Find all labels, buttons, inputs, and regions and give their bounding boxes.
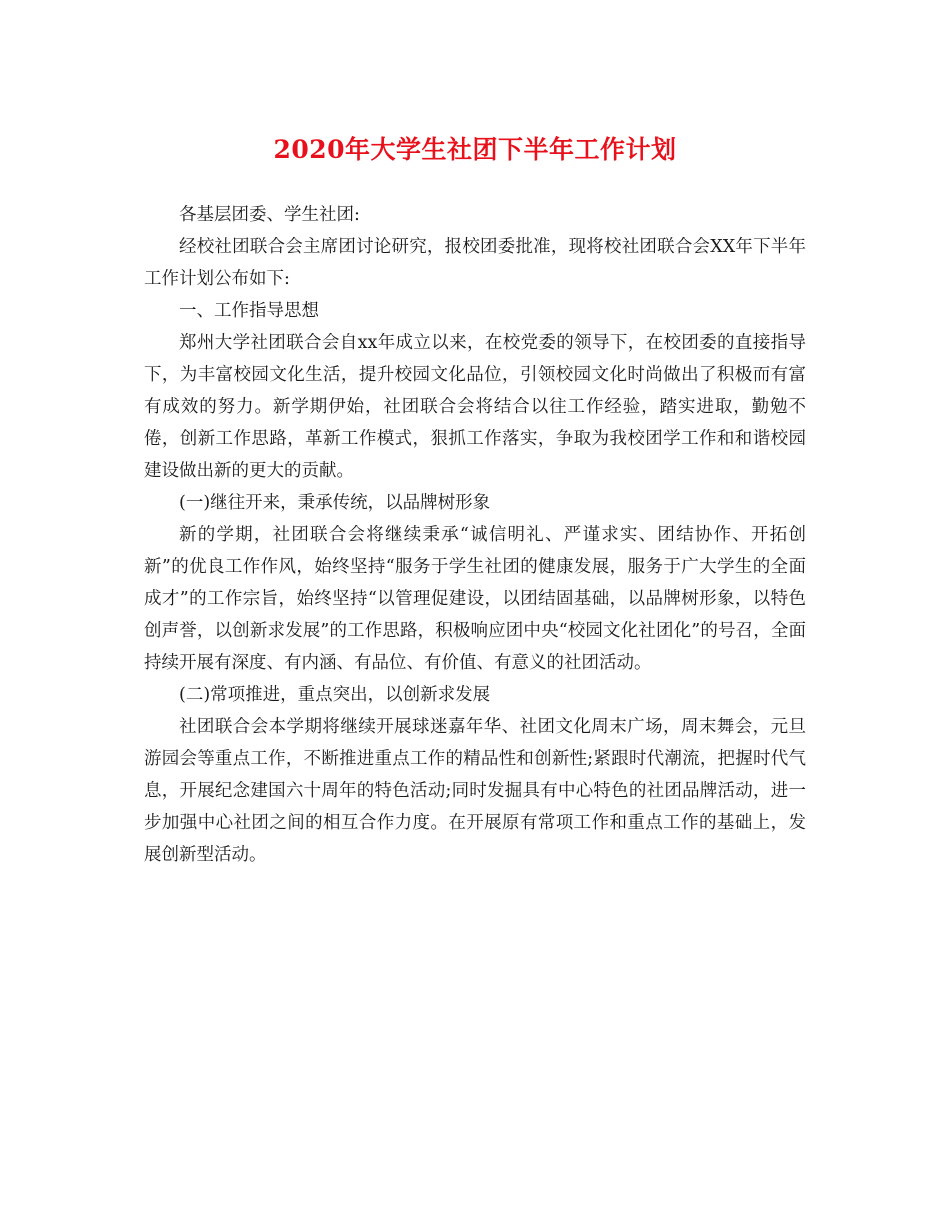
document-title: 2020年大学生社团下半年工作计划 [273, 135, 677, 164]
body-paragraph: 郑州大学社团联合会自xx年成立以来，在校党委的领导下，在校团委的直接指导下，为丰富校园文化生活，提升校园文化品位，引领校园文化时尚做出了积极而有富有成效的努力。新学期伊始，社团联合会将结合以往工作经验，踏实进取，勤勉不倦，创新工作思路，革新工作模式，狠抓工作落实，争取为我校团学工作和和谐校园建设做出新的更大的贡献。 [144, 333, 806, 481]
document-body [144, 199, 806, 871]
salutation-paragraph: 各基层团委、学生社团: [179, 205, 360, 225]
section-heading-guiding-ideology: 一、工作指导思想 [179, 301, 319, 321]
intro-paragraph: 经校社团联合会主席团讨论研究，报校团委批准，现将校社团联合会XX年下半年工作计划公布如下: [144, 237, 806, 289]
subsection-heading-2: (二)常项推进，重点突出，以创新求发展 [179, 685, 491, 705]
subsection-heading-1: (一)继往开来，秉承传统，以品牌树形象 [179, 493, 491, 513]
body-paragraph: 新的学期，社团联合会将继续秉承“诚信明礼、严谨求实、团结协作、开拓创新”的优良工作作风，始终坚持“服务于学生社团的健康发展，服务于广大学生的全面成才”的工作宗旨，始终坚持“以管理促建设，以团结固基础，以品牌树形象，以特色创声誉，以创新求发展”的工作思路，积极响应团中央“校园文化社团化”的号召，全面持续开展有深度、有内涵、有品位、有价值、有意义的社团活动。 [144, 525, 806, 673]
body-paragraph: 社团联合会本学期将继续开展球迷嘉年华、社团文化周末广场，周末舞会，元旦游园会等重点工作，不断推进重点工作的精品性和创新性;紧跟时代潮流，把握时代气息，开展纪念建国六十周年的特色活动;同时发掘具有中心特色的社团品牌活动，进一步加强中心社团之间的相互合作力度。在开展原有常项工作和重点工作的基础上，发展创新型活动。 [144, 717, 806, 865]
